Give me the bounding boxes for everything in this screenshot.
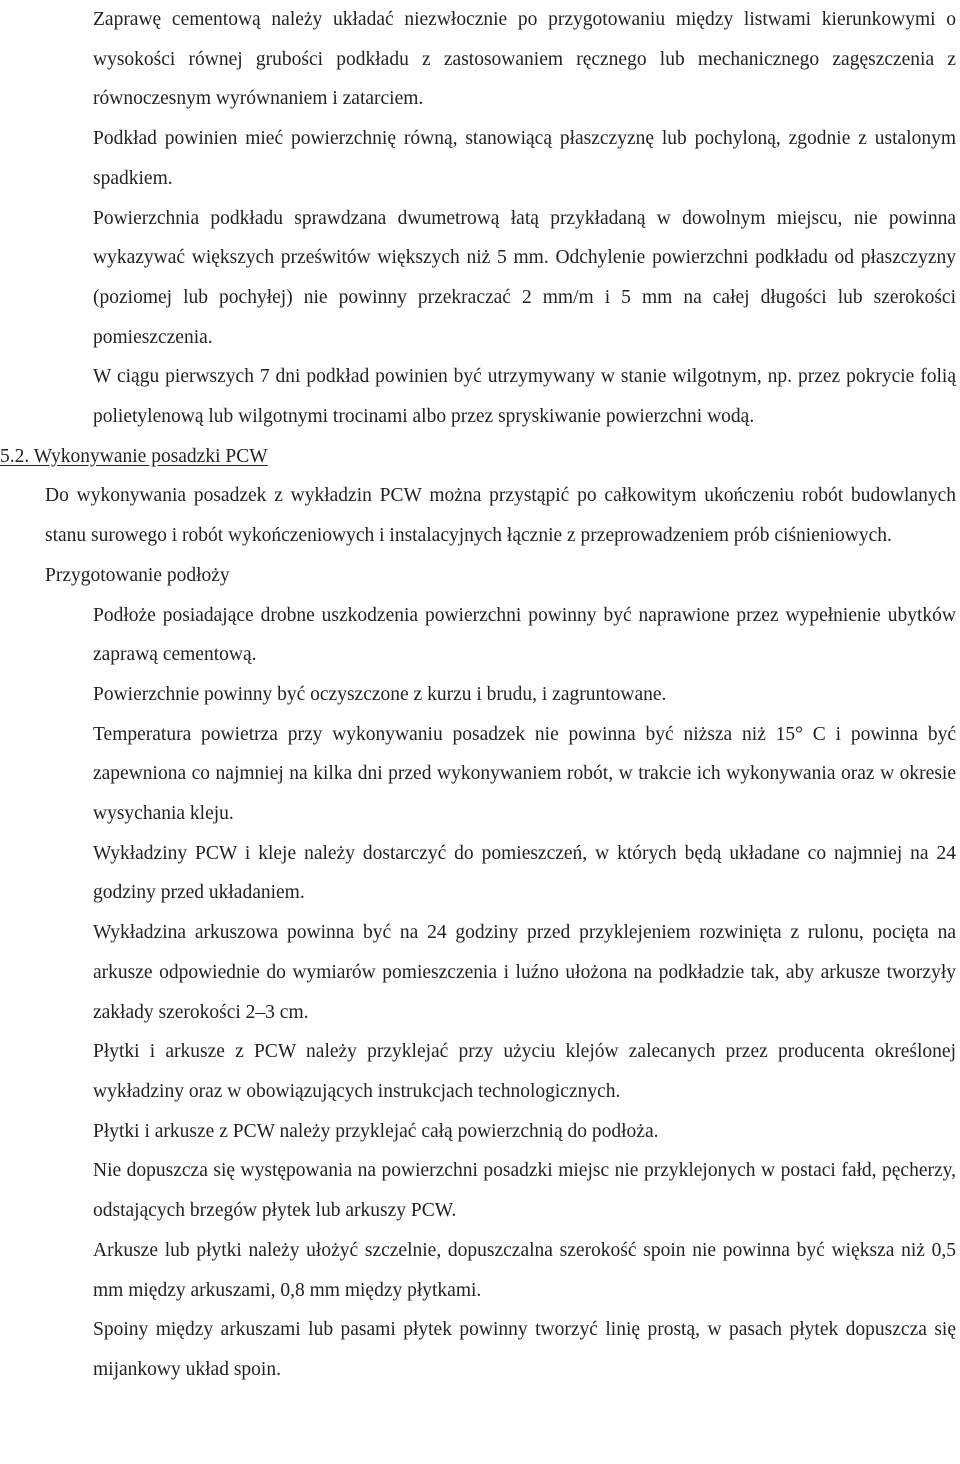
paragraph-substrate-repair: Podłoże posiadające drobne uszkodzenia powierzchni powinny być naprawione przez wypełnienie ubytków zaprawą cementową. [93, 604, 956, 666]
paragraph-screed-laying: Zaprawę cementową należy układać niezwłocznie po przygotowaniu między listwami kierunkowymi o wysokości równej grubości podkładu z zastosowaniem ręcznego lub mechanicznego zagęszczenia z równoczesnym wyrównaniem i zatarciem. [93, 9, 956, 110]
paragraph-full-bonding: Płytki i arkusze z PCW należy przyklejać całą powierzchnią do podłoża. [93, 1120, 659, 1142]
paragraph-screed-surface: Podkład powinien mieć powierzchnię równą, stanowiącą płaszczyznę lub pochyloną, zgodnie z ustalonym spadkiem. [93, 128, 956, 189]
subheading-substrate-preparation: Przygotowanie podłoży [45, 564, 230, 586]
section-heading-row [0, 437, 960, 477]
paragraph-delivery: Wykładziny PCW i kleje należy dostarczyć do pomieszczeń, w których będą układane co najmniej na 24 godziny przed układaniem. [93, 842, 956, 904]
paragraph-temperature: Temperatura powietrza przy wykonywaniu posadzek nie powinna być niższa niż 15° C i powinna być zapewniona co najmniej na kilka dni przed wykonywaniem robót, w trakcie ich wykonywania oraz w okresie wysychania kleju. [93, 723, 956, 825]
section-intro: Do wykonywania posadzek z wykładzin PCW można przystąpić po całkowitym ukończeniu robót budowlanych stanu surowego i robót wykończeniowych i instalacyjnych łącznie z przeprowadzeniem prób ciśnieniowych. [45, 485, 956, 547]
paragraph-curing: W ciągu pierwszych 7 dni podkład powinien być utrzymywany w stanie wilgotnym, np. przez pokrycie folią polietylenową lub wilgotnymi trocinami albo przez spryskiwanie powierzchni wodą. [93, 366, 956, 428]
paragraph-surface-tolerance: Powierzchnia podkładu sprawdzana dwumetrową łatą przykładaną w dowolnym miejscu, nie powinna wykazywać większych prześwitów większych niż 5 mm. Odchylenie powierzchni podkładu od płaszczyzny (poziomej lub pochyłej) nie powinny przekraczać 2 mm/m i 5 mm na całej długości lub szerokości pomieszczenia. [93, 207, 956, 348]
paragraph-substrate-cleaning: Powierzchnie powinny być oczyszczone z kurzu i brudu, i zagruntowane. [93, 683, 667, 705]
section-heading: 5.2. Wykonywanie posadzki PCW [0, 445, 268, 467]
paragraph-sheet-unrolling: Wykładzina arkuszowa powinna być na 24 godziny przed przyklejeniem rozwinięta z rulonu, pocięta na arkusze odpowiednie do wymiarów pomieszczenia i luźno ułożona na podkładzie tak, aby arkusze tworzyły zakłady szerokości 2–3 cm. [93, 922, 956, 1023]
paragraph-defects: Nie dopuszcza się występowania na powierzchni posadzki miejsc nie przyklejonych w postaci fałd, pęcherzy, odstających brzegów płytek lub arkuszy PCW. [93, 1160, 956, 1222]
paragraph-joint-lines: Spoiny między arkuszami lub pasami płytek powinny tworzyć linię prostą, w pasach płytek dopuszcza się mijankowy układ spoin. [93, 1319, 956, 1380]
paragraph-adhesives: Płytki i arkusze z PCW należy przyklejać przy użyciu klejów zalecanych przez producenta określonej wykładziny oraz w obowiązujących instrukcjach technologicznych. [93, 1041, 956, 1102]
paragraph-joint-width: Arkusze lub płytki należy ułożyć szczelnie, dopuszczalna szerokość spoin nie powinna być większa niż 0,5 mm między arkuszami, 0,8 mm między płytkami. [93, 1239, 956, 1301]
